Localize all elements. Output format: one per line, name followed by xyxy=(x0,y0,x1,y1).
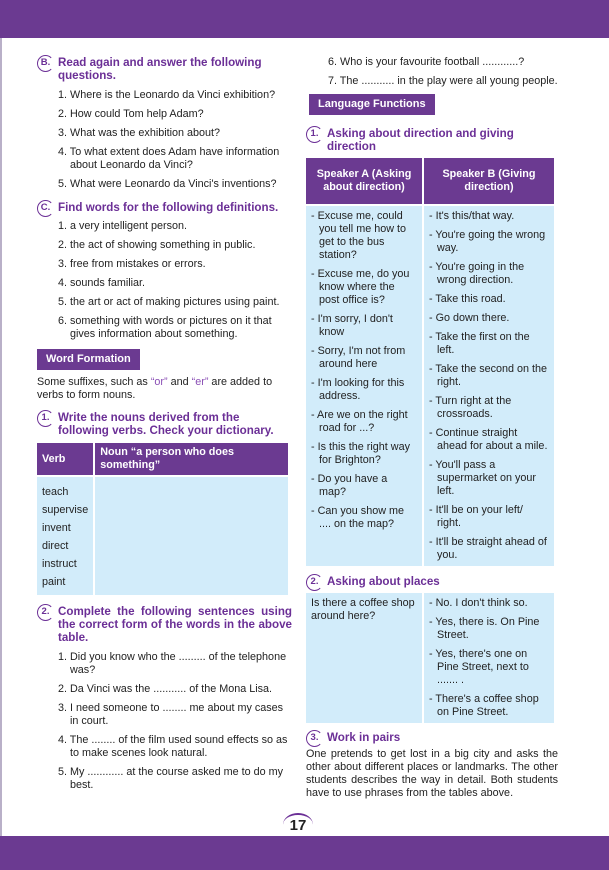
list-item: - I'm looking for this address. xyxy=(311,377,405,402)
list-item: - Yes, there's one on Pine Street, next to ....... . xyxy=(429,648,529,686)
list-item: - It'll be on your left/ right. xyxy=(429,504,523,529)
section-c xyxy=(37,201,292,341)
list-item: - Do you have a map? xyxy=(311,473,388,498)
badge-b: B. xyxy=(37,55,54,72)
lf-exercise-3 xyxy=(306,731,558,800)
list-item: - Continue straight ahead for about a mile. xyxy=(429,427,548,452)
list-item: - There's a coffee shop on Pine Street. xyxy=(429,693,539,718)
wf-ex2-heading: 2. Complete the following sentences using the correct form of the words in the above table. xyxy=(37,605,292,644)
list-item: - Take the first on the left. xyxy=(429,331,530,356)
list-item: - No. I don't think so. xyxy=(429,597,528,609)
badge-1: 1. xyxy=(37,410,54,427)
list-item: - Excuse me, could you tell me how to get to the bus station? xyxy=(311,210,407,261)
left-column xyxy=(37,56,292,798)
list-item: - It'll be straight ahead of you. xyxy=(429,536,547,561)
verb-noun-table: Verb Noun “a person who does something” teach supervise invent direct instruct paint xyxy=(35,441,290,597)
list-item: - You're going the wrong way. xyxy=(429,229,546,254)
speaker-a-cell xyxy=(306,206,422,566)
speaker-b-cell xyxy=(424,206,554,566)
top-band xyxy=(0,0,609,38)
list-item: 2. How could Tom help Adam? xyxy=(58,108,204,120)
lf-ex3-heading: 3. Work in pairs xyxy=(306,731,558,744)
list-item: 3. free from mistakes or errors. xyxy=(58,258,206,270)
wf-ex1-heading: 1. Write the nouns derived from the following verbs. Check your dictionary. xyxy=(37,411,292,437)
list-item: 6. Who is your favourite football ............? xyxy=(328,56,525,68)
wf-exercise-2 xyxy=(37,605,292,792)
places-table xyxy=(304,591,556,725)
question-cell: Is there a coffee shop around here? xyxy=(306,593,422,723)
badge-2: 2. xyxy=(37,604,54,621)
answers-cell xyxy=(424,593,554,723)
list-item: - You're going in the wrong direction. xyxy=(429,261,525,286)
lf-ex2-heading: 2. Asking about places xyxy=(306,575,558,588)
list-item: - Turn right at the crossroads. xyxy=(429,395,512,420)
work-in-pairs-text: One pretends to get lost in a big city and asks the other about different places or landmarks. The other students describes the way in detail. Both students have to use phrases from the tables above. xyxy=(306,748,558,799)
list-item: 3. What was the exhibition about? xyxy=(58,127,221,139)
list-item: - Is this the right way for Brighton? xyxy=(311,441,411,466)
list-item: - It's this/that way. xyxy=(429,210,515,222)
list-item: - Yes, there is. On Pine Street. xyxy=(429,616,540,641)
list-item: - Are we on the right road for ...? xyxy=(311,409,408,434)
list-item: 5. the art or act of making pictures using paint. xyxy=(58,296,280,308)
list-item: - Go down there. xyxy=(429,312,510,324)
list-item: 4. To what extent does Adam have information about Leonardo da Vinci? xyxy=(58,146,280,171)
list-item: 4. sounds familiar. xyxy=(58,277,146,289)
list-item: - Can you show me .... on the map? xyxy=(311,505,405,530)
noun-answer-cell[interactable] xyxy=(95,477,288,595)
page-edge xyxy=(0,38,2,836)
section-b xyxy=(37,56,292,191)
badge-c: C. xyxy=(37,200,54,217)
right-column xyxy=(306,56,558,800)
page-number: 17 xyxy=(283,813,313,836)
bottom-band xyxy=(0,836,609,870)
list-item: - You'll pass a supermarket on your left. xyxy=(429,459,537,497)
direction-table: Speaker A (Asking about direction) Speaker B (Giving direction) - Excuse me, could you tell me how to get to the bus station? - Excuse me, do you know where the post office is? - I'm sorry, I don't know - Sorry, I'm not from around here - I'm looking for this address. - Are we on the right road for ...? - Is this the right way for Brighton? - Do you have a map? - Can you show me .... on the map? - It's this/that way. - You're going the wrong way. - You're going in the wrong direction. - Take this road. - Go down there. - Take the first on the left. - Take the second on the right. - Turn right at the crossroads. - Continue straight ahead for about a mile. - You'll pass a supermarket on your left. - It'll be on your left/ right. - It'll be straight ahead of you. xyxy=(304,156,556,568)
list-item: - Take the second on the right. xyxy=(429,363,548,388)
list-item: 1. Did you know who the ......... of the telephone was? xyxy=(58,651,287,676)
word-formation-label: Word Formation xyxy=(37,349,292,370)
list-item: - Excuse me, do you know where the post office is? xyxy=(311,268,410,306)
language-functions-label: Language Functions xyxy=(309,94,558,115)
list-item: 6. something with words or pictures on it that gives information about something. xyxy=(58,315,272,340)
list-item: 1. a very intelligent person. xyxy=(58,220,188,232)
list-item: 3. I need someone to ........ me about my cases in court. xyxy=(58,702,284,727)
section-b-heading: B. Read again and answer the following questions. xyxy=(37,56,292,82)
list-item: 7. The ........... in the play were all young people. xyxy=(328,75,558,87)
word-formation-intro: Some suffixes, such as “or” and “er” are added to verbs to form nouns. xyxy=(37,376,273,401)
list-item: - Sorry, I'm not from around here xyxy=(311,345,406,370)
list-item: 5. What were Leonardo da Vinci's inventions? xyxy=(58,178,277,190)
list-item: 2. the act of showing something in public. xyxy=(58,239,256,251)
list-item: 5. My ............ at the course asked me to do my best. xyxy=(58,766,284,791)
list-item: - I'm sorry, I don't know xyxy=(311,313,393,338)
list-item: 4. The ........ of the film used sound effects so as to make scenes look natural. xyxy=(58,734,288,759)
section-c-heading: C. Find words for the following definitions. xyxy=(37,201,292,214)
verb-cell: teach supervise invent direct instruct paint xyxy=(37,477,93,595)
list-item: 1. Where is the Leonardo da Vinci exhibition? xyxy=(58,89,276,101)
list-item: 2. Da Vinci was the ........... of the Mona Lisa. xyxy=(58,683,273,695)
lf-ex1-heading: 1. Asking about direction and giving direction xyxy=(306,127,558,153)
list-item: - Take this road. xyxy=(429,293,506,305)
